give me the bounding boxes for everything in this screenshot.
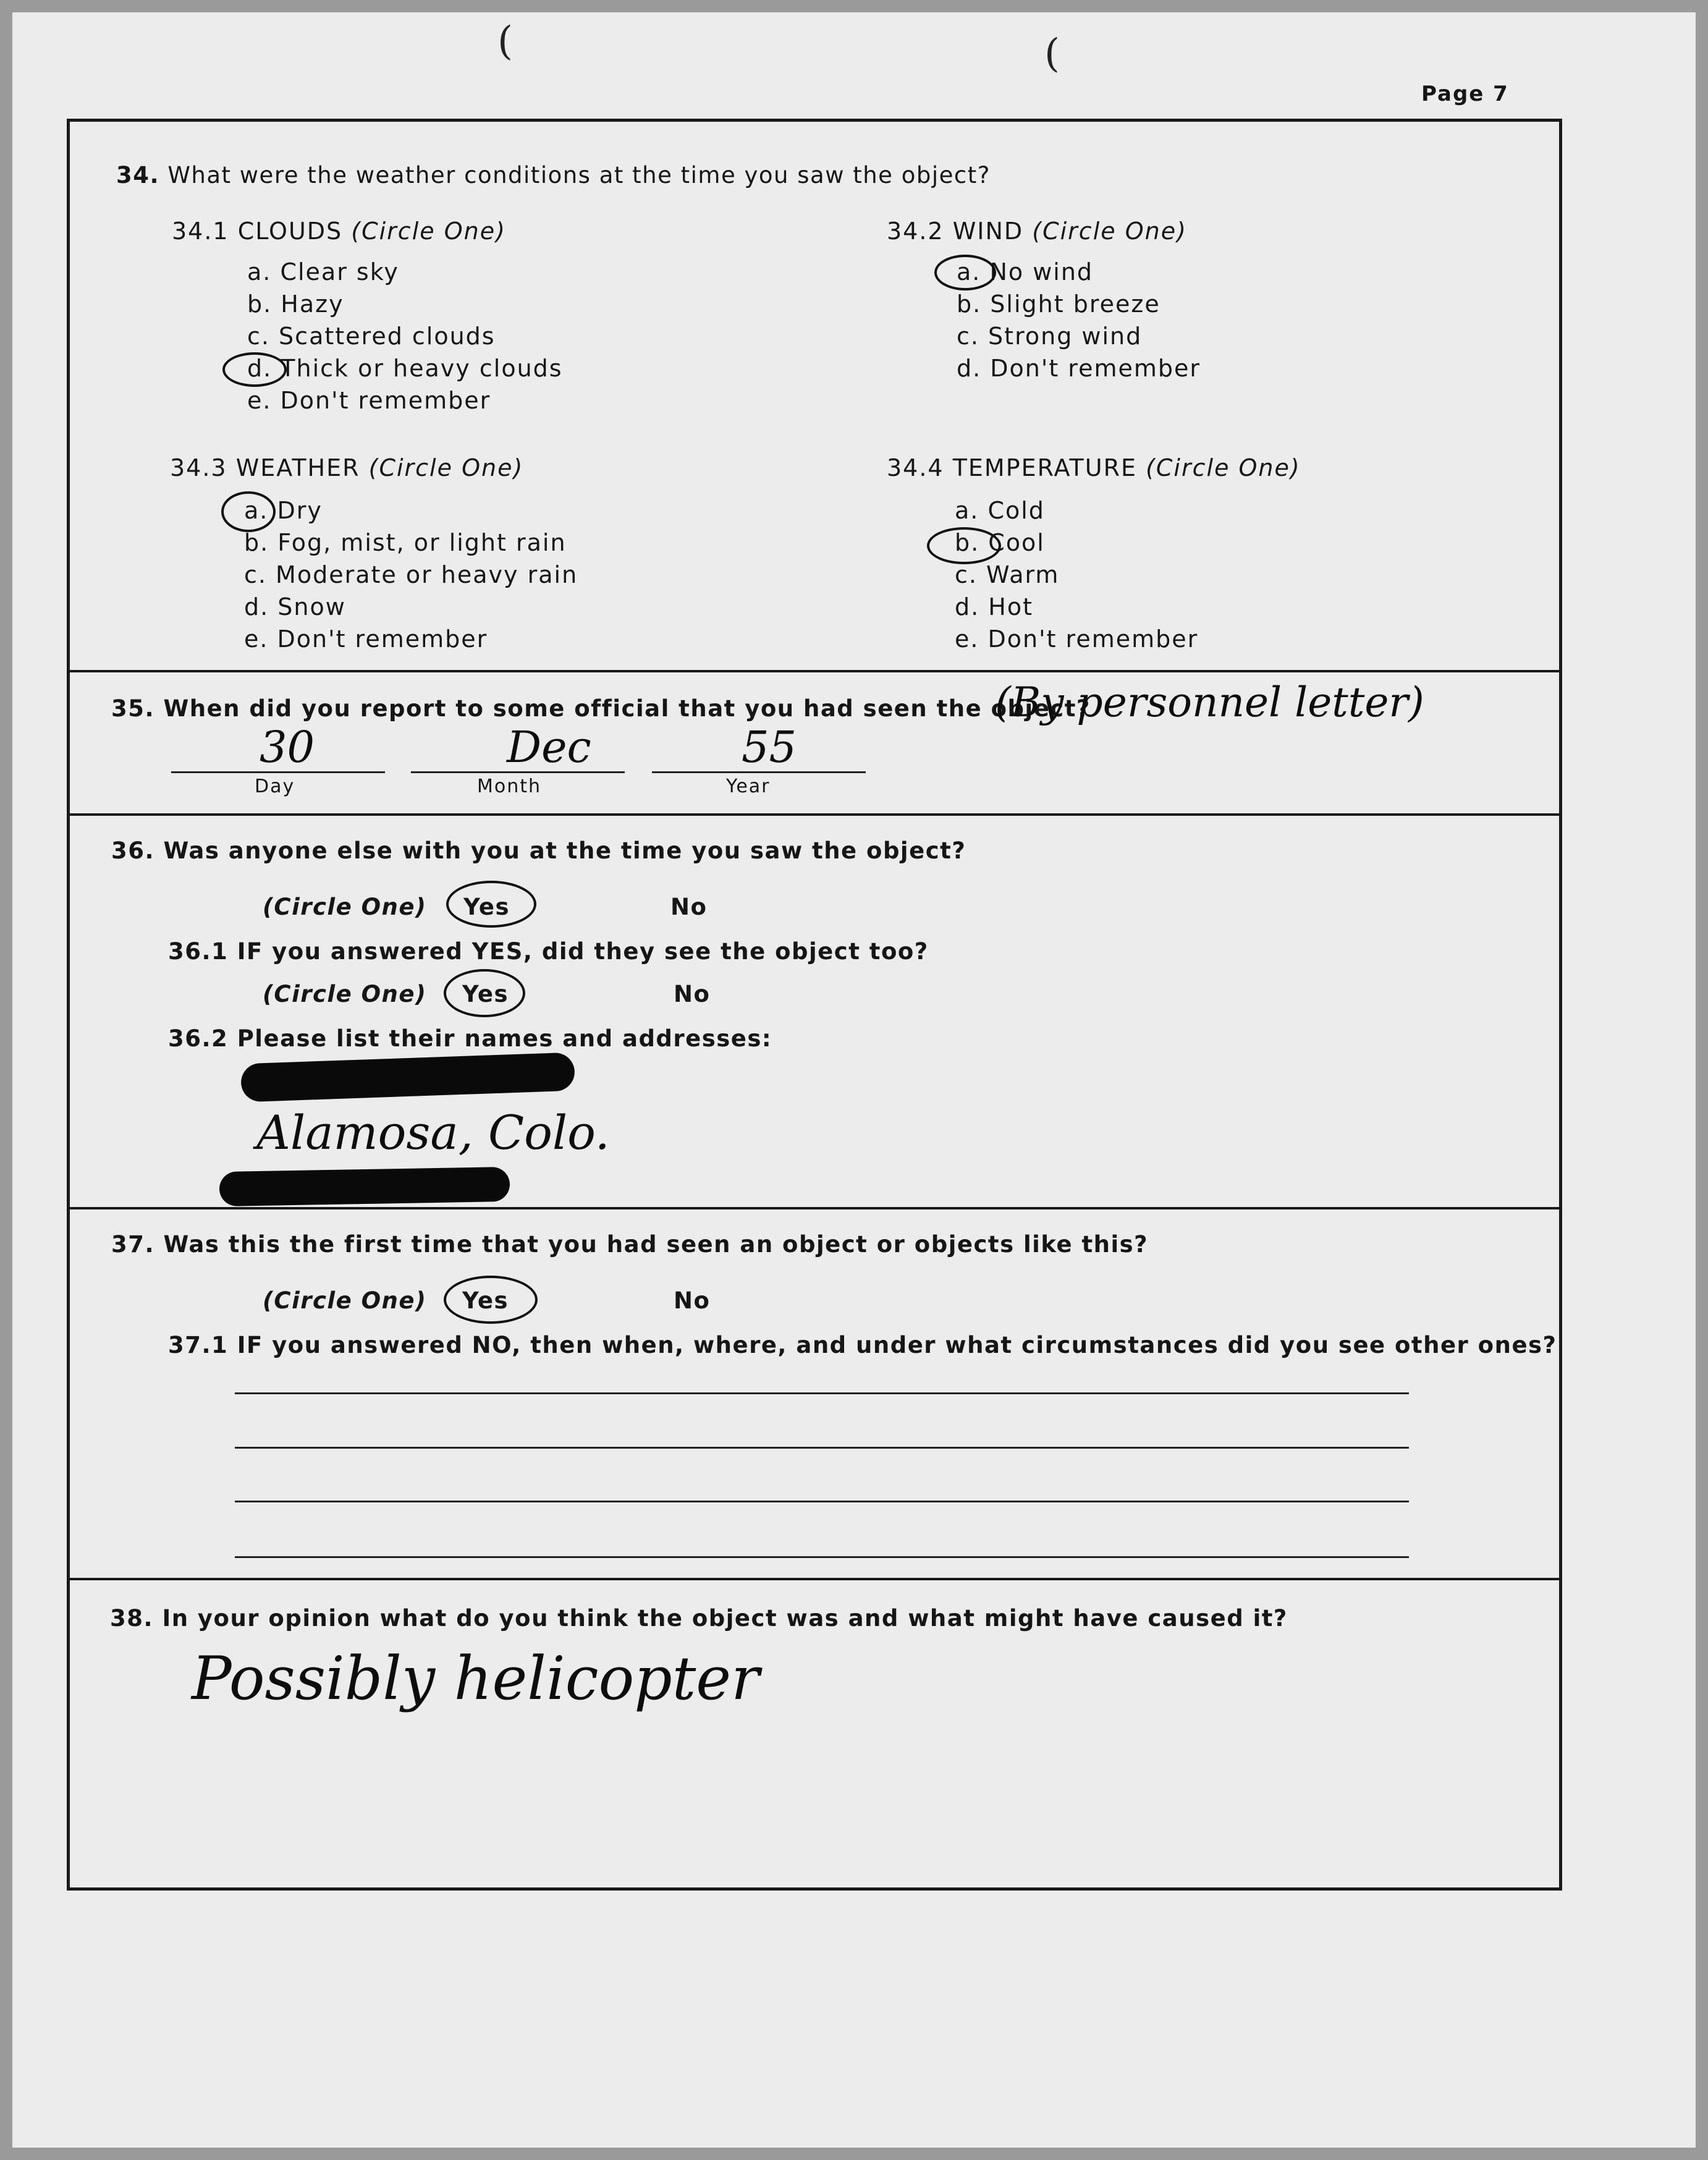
day-label: Day	[255, 776, 295, 797]
wind-heading: 34.2 WIND (Circle One)	[887, 218, 1187, 245]
q36-1-no-option[interactable]: No	[674, 981, 711, 1007]
year-underline	[652, 771, 866, 773]
question-number: 37.1	[168, 1332, 229, 1358]
question-38	[110, 1605, 1288, 1632]
weather-option-c[interactable]: c. Moderate or heavy rain	[244, 561, 578, 588]
clouds-option-e[interactable]: e. Don't remember	[247, 387, 491, 414]
temperature-option-d[interactable]: d. Hot	[955, 593, 1034, 620]
question-number: 38.	[110, 1605, 154, 1632]
weather-heading: 34.3 WEATHER (Circle One)	[170, 454, 524, 481]
question-text: IF you answered YES, did they see the object too?	[237, 938, 929, 965]
temperature-option-b[interactable]: b. Cool	[955, 529, 1045, 556]
question-37-1	[168, 1332, 1557, 1358]
question-text: What were the weather conditions at the time you saw the object?	[167, 162, 991, 188]
circle-one-label: (Circle One)	[263, 1287, 427, 1314]
question-text: Please list their names and addresses:	[237, 1025, 772, 1052]
temperature-option-c[interactable]: c. Warm	[955, 561, 1060, 588]
q36-1-yes-option[interactable]: Yes	[462, 981, 509, 1007]
question-text: Was this the first time that you had seen an object or objects like this?	[163, 1231, 1149, 1258]
temperature-heading: 34.4 TEMPERATURE (Circle One)	[887, 454, 1301, 481]
wind-option-c[interactable]: c. Strong wind	[957, 323, 1143, 350]
selection-circle	[222, 352, 287, 387]
report-year-value[interactable]: 55	[742, 722, 797, 773]
answer-line[interactable]	[235, 1447, 1409, 1449]
weather-option-e[interactable]: e. Don't remember	[244, 625, 488, 653]
day-underline	[171, 771, 385, 773]
question-text: Was anyone else with you at the time you saw the object?	[163, 837, 966, 864]
weather-option-a[interactable]: a. Dry	[244, 497, 323, 524]
question-36-1	[168, 938, 929, 965]
q36-yes-option[interactable]: Yes	[463, 894, 510, 920]
question-36-2	[168, 1025, 772, 1052]
question-text: IF you answered NO, then when, where, and under what circumstances did you see other ones?	[237, 1332, 1557, 1358]
report-month-value[interactable]: Dec	[507, 722, 591, 773]
margin-mark: (	[497, 19, 513, 64]
handwritten-report-method: (By personnel letter)	[995, 679, 1424, 726]
question-text: When did you report to some official that you had seen the object?	[163, 695, 1091, 722]
selection-circle	[444, 1276, 538, 1324]
temperature-option-a[interactable]: a. Cold	[955, 497, 1045, 524]
weather-option-d[interactable]: d. Snow	[244, 593, 346, 620]
q36-no-option[interactable]: No	[670, 894, 708, 920]
clouds-option-d[interactable]: d. Thick or heavy clouds	[247, 355, 563, 382]
selection-circle	[934, 255, 996, 290]
handwritten-address: Alamosa, Colo.	[256, 1105, 610, 1160]
clouds-heading: 34.1 CLOUDS (Circle One)	[172, 218, 506, 245]
temperature-option-e[interactable]: e. Don't remember	[955, 625, 1199, 653]
clouds-option-c[interactable]: c. Scattered clouds	[247, 323, 496, 350]
selection-circle	[221, 491, 276, 532]
circle-one-label: (Circle One)	[263, 894, 427, 920]
question-number: 36.2	[168, 1025, 229, 1052]
selection-circle	[446, 881, 536, 928]
wind-option-d[interactable]: d. Don't remember	[957, 355, 1201, 382]
month-underline	[411, 771, 625, 773]
wind-option-b[interactable]: b. Slight breeze	[957, 290, 1161, 318]
question-number: 37.	[111, 1231, 155, 1258]
answer-line[interactable]	[235, 1501, 1409, 1502]
q37-yes-option[interactable]: Yes	[462, 1287, 509, 1314]
question-number: 35.	[111, 695, 155, 722]
report-day-value[interactable]: 30	[260, 722, 315, 773]
question-number: 36.	[111, 837, 155, 864]
clouds-option-a[interactable]: a. Clear sky	[247, 258, 399, 286]
question-37	[111, 1231, 1148, 1258]
section-divider	[67, 1207, 1562, 1209]
question-35	[111, 695, 1091, 722]
answer-line[interactable]	[235, 1392, 1409, 1394]
margin-mark: (	[1044, 31, 1060, 77]
q37-no-option[interactable]: No	[674, 1287, 711, 1314]
month-label: Month	[477, 776, 542, 797]
weather-option-b[interactable]: b. Fog, mist, or light rain	[244, 529, 567, 556]
question-text: In your opinion what do you think the object was and what might have caused it?	[162, 1605, 1288, 1632]
year-label: Year	[726, 776, 771, 797]
answer-line[interactable]	[235, 1556, 1409, 1558]
circle-one-label: (Circle One)	[263, 981, 427, 1007]
question-34	[116, 162, 991, 188]
handwritten-opinion: Possibly helicopter	[192, 1644, 759, 1713]
question-number: 36.1	[168, 938, 229, 965]
section-divider	[67, 670, 1562, 672]
clouds-option-b[interactable]: b. Hazy	[247, 290, 344, 318]
question-number: 34.	[116, 162, 160, 188]
section-divider	[67, 813, 1562, 816]
redaction-bar	[219, 1167, 510, 1206]
selection-circle	[927, 527, 1001, 564]
page-number: Page 7	[1421, 82, 1509, 106]
wind-option-a[interactable]: a. No wind	[957, 258, 1094, 286]
selection-circle	[444, 969, 525, 1017]
section-divider	[67, 1578, 1562, 1580]
question-36	[111, 837, 966, 864]
